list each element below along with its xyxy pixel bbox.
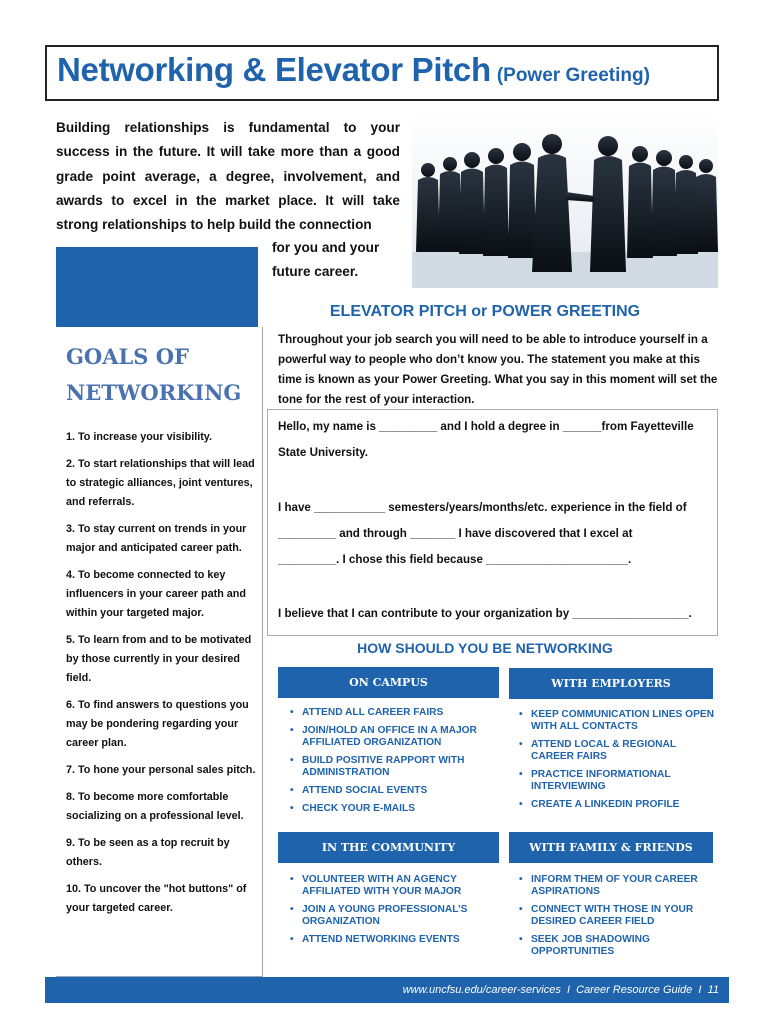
pitch-line: Hello, my name is _________ and I hold a degree in ______from Fayetteville [278, 420, 694, 433]
pitch-line: I believe that I can contribute to your organization by __________________. [278, 607, 692, 620]
list-item: • CONNECT WITH THOSE IN YOUR DESIRED CAREER FIELD [513, 904, 718, 928]
title-main: Networking & Elevator Pitch [57, 51, 491, 88]
goal-item: 2. To start relationships that will lead to strategic alliances, joint ventures, and referrals. [66, 458, 255, 508]
list-item: • ATTEND LOCAL & REGIONAL CAREER FAIRS [513, 739, 718, 763]
list-item: • ATTEND NETWORKING EVENTS [284, 934, 489, 946]
pitch-template-box [267, 409, 718, 636]
list-item: • ATTEND SOCIAL EVENTS [284, 785, 489, 797]
list-item: • INFORM THEM OF YOUR CAREER ASPIRATIONS [513, 874, 718, 898]
intro-paragraph-end: for you and your future career. [272, 240, 380, 280]
list-item: • PRACTICE INFORMATIONAL INTERVIEWING [513, 769, 718, 793]
goals-sidebar [56, 327, 263, 977]
list-item: • ATTEND ALL CAREER FAIRS [284, 707, 489, 719]
footer-bar [45, 977, 729, 1003]
list-item: • JOIN/HOLD AN OFFICE IN A MAJOR AFFILIATED ORGANIZATION [284, 725, 489, 749]
category-header-on-campus: ON CAMPUS [278, 667, 499, 698]
category-list-in-the-community [284, 874, 489, 952]
list-item: • CREATE A LINKEDIN PROFILE [513, 799, 718, 811]
networking-heading: HOW SHOULD YOU BE NETWORKING [357, 640, 613, 656]
elevator-pitch-paragraph: Throughout your job search you will need to be able to introduce yourself in a powerful way to people who don’t know you. The statement you make at this time is known as your Power Greeting. What you say in this moment will set the tone for the rest of your interaction. [278, 333, 718, 406]
business-people-silhouette-image [412, 112, 718, 288]
list-item: • KEEP COMMUNICATION LINES OPEN WITH ALL CONTACTS [513, 709, 718, 733]
list-item: • SEEK JOB SHADOWING OPPORTUNITIES [513, 934, 718, 958]
category-list-with-employers [513, 709, 718, 817]
goals-heading-line2: NETWORKING [66, 380, 242, 405]
goal-item: 10. To uncover the "hot buttons" of your targeted career. [66, 883, 247, 914]
category-header-with-family-friends: WITH FAMILY & FRIENDS [509, 832, 713, 863]
goal-item: 4. To become connected to key influencers in your career path and within your targeted major. [66, 569, 246, 619]
list-item: • JOIN A YOUNG PROFESSIONAL’S ORGANIZATION [284, 904, 489, 928]
pitch-line: I have ___________ semesters/years/months/etc. experience in the field of [278, 501, 687, 514]
title-box [45, 45, 719, 101]
footer-text: www.uncfsu.edu/career-services I Career Resource Guide I 11 [402, 984, 719, 996]
goal-item: 3. To stay current on trends in your major and anticipated career path. [66, 523, 247, 554]
goal-item: 5. To learn from and to be motivated by those currently in your desired field. [66, 634, 252, 684]
pitch-line: _________. I chose this field because ______________________. [278, 553, 632, 566]
page-title [57, 51, 650, 89]
pitch-line: State University. [278, 446, 368, 459]
list-item: • BUILD POSITIVE RAPPORT WITH ADMINISTRATION [284, 755, 489, 779]
goal-item: 9. To be seen as a top recruit by others. [66, 837, 230, 868]
goal-item: 7. To hone your personal sales pitch. [66, 764, 256, 776]
title-subtitle: (Power Greeting) [496, 65, 650, 86]
goal-item: 6. To find answers to questions you may be pondering regarding your career plan. [66, 699, 249, 749]
goal-item: 1. To increase your visibility. [66, 431, 213, 443]
decorative-blue-panel [56, 247, 258, 327]
category-header-with-employers: WITH EMPLOYERS [509, 668, 713, 699]
list-item: • VOLUNTEER WITH AN AGENCY AFFILIATED WITH YOUR MAJOR [284, 874, 489, 898]
goals-heading-line1: GOALS OF [66, 344, 189, 369]
category-list-with-family-friends [513, 874, 718, 964]
category-list-on-campus [284, 707, 489, 821]
goal-item: 8. To become more comfortable socializing on a professional level. [66, 791, 244, 822]
goals-heading [66, 339, 241, 411]
elevator-pitch-heading: ELEVATOR PITCH or POWER GREETING [329, 303, 641, 320]
category-header-in-the-community: IN THE COMMUNITY [278, 832, 499, 863]
list-item: • CHECK YOUR E-MAILS [284, 803, 489, 815]
intro-paragraph: Building relationships is fundamental to your success in the future. It will take more than a good grade point average, a degree, involvement, and awards to excel in the market place. It will take strong relationships to help build the connection [56, 120, 400, 233]
pitch-line: _________ and through _______ I have discovered that I excel at [278, 527, 633, 540]
goals-list [66, 428, 256, 926]
